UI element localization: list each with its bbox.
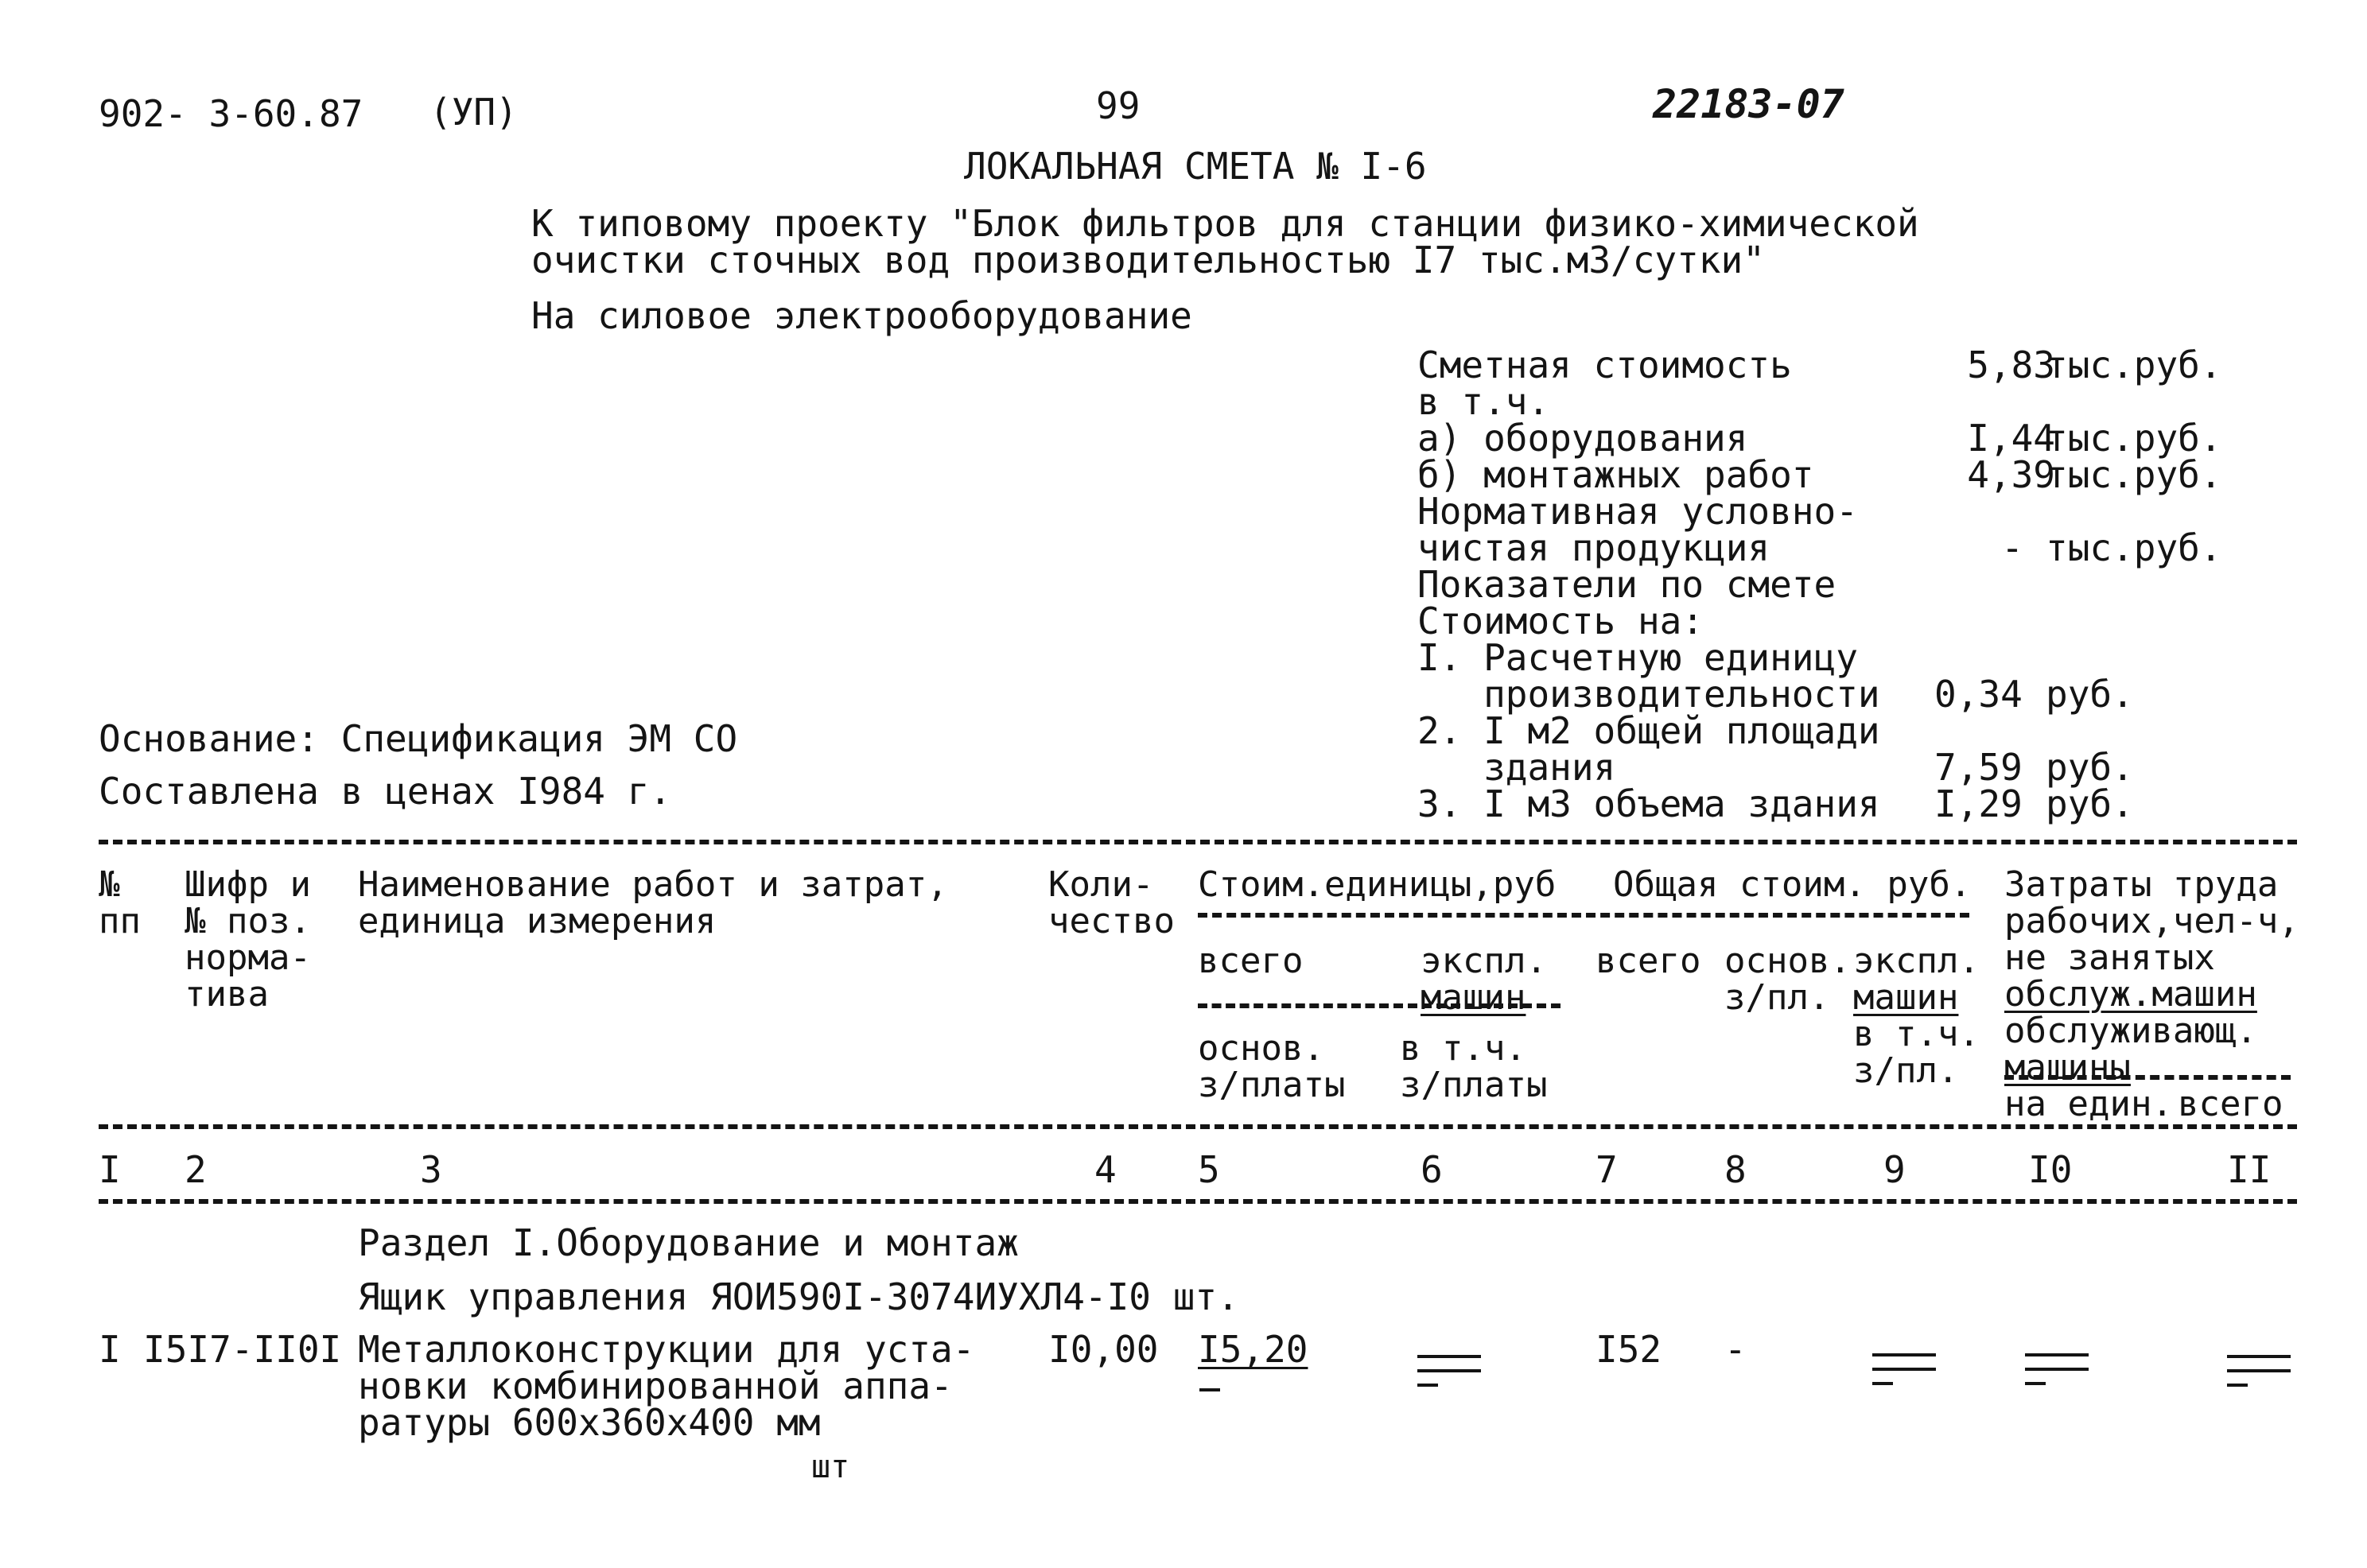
row-unit-cost-wages-dash — [1199, 1388, 1220, 1391]
summary-label: чистая продукция — [1417, 526, 1770, 569]
row-unit-cost: I5,20 — [1198, 1328, 1308, 1371]
c10-dash — [2025, 1353, 2089, 1356]
header-total-cost: Общая стоим. руб. — [1613, 864, 1972, 905]
column-number: 7 — [1595, 1148, 1618, 1191]
summary-label: в т.ч. — [1417, 380, 1550, 423]
summary-label: Показатели по смете — [1417, 563, 1836, 606]
column-number-rule — [99, 1199, 2297, 1204]
summary-label: Стоимость на: — [1417, 600, 1704, 642]
c6-dash — [1417, 1384, 1438, 1387]
header-c9-exploitation: экспл. — [1853, 941, 1980, 981]
summary-label: 3. I м3 объема здания — [1417, 782, 1880, 825]
header-c7-total: всего — [1595, 941, 1701, 981]
c9-dash — [1872, 1382, 1893, 1385]
summary-value: 5,83 — [1967, 343, 2055, 386]
c6-dash — [1417, 1355, 1481, 1358]
summary-label: Нормативная условно- — [1417, 490, 1858, 533]
row-unit: шт — [811, 1449, 850, 1485]
group-title: Ящик управления ЯОИ590I-3074ИУХЛ4-I0 шт. — [358, 1275, 1239, 1318]
column-number: 8 — [1724, 1148, 1747, 1191]
c11-dash — [2227, 1355, 2291, 1358]
row-code: I5I7-II0I — [143, 1328, 342, 1371]
subtitle-line-1: К типовому проекту "Блок фильтров для станции физико-химической — [531, 202, 1919, 245]
subject-line: На силовое электрооборудование — [531, 294, 1192, 337]
header-name: Наименование работ и затрат, единица измерения — [358, 864, 948, 941]
c9-dash — [1872, 1353, 1936, 1356]
summary-label: б) монтажных работ — [1417, 453, 1814, 496]
summary-value: - — [2001, 526, 2023, 569]
c10-dash — [2025, 1368, 2089, 1371]
summary-value: 4,39 — [1967, 453, 2055, 496]
summary-unit: тыс.руб. — [2046, 417, 2222, 460]
header-labor-total: всего — [2178, 1084, 2283, 1124]
summary-label: производительности — [1417, 673, 1880, 716]
header-labor-machine: машины — [2004, 1047, 2131, 1088]
summary-unit: тыс.руб. — [2046, 526, 2222, 569]
c9-dash — [1872, 1368, 1936, 1371]
summary-value: I,29 — [1934, 782, 2023, 825]
header-c8-main-wages: основ. з/пл. — [1724, 941, 1851, 1018]
header-code: Шифр и № поз. норма- тива — [185, 864, 311, 1015]
header-c9-machines: машин — [1853, 977, 1959, 1018]
header-sub-rule — [1198, 913, 1969, 918]
summary-label: а) оборудования — [1417, 417, 1748, 460]
unit-cost-sub-rule — [1198, 1003, 1389, 1008]
subtitle-line-2: очистки сточных вод производительностью I7 тыс.м3/сутки" — [531, 239, 1765, 281]
basis-line: Основание: Спецификация ЭМ СО — [99, 717, 738, 760]
column-number: 2 — [185, 1148, 207, 1191]
header-c6-machines: машин — [1421, 977, 1526, 1018]
column-number: 9 — [1883, 1148, 1906, 1191]
c11-dash — [2227, 1369, 2291, 1372]
column-number: II — [2227, 1148, 2272, 1191]
header-unit-cost: Стоим.единицы,руб — [1198, 864, 1557, 905]
document-title: ЛОКАЛЬНАЯ СМЕТА № I-6 — [964, 145, 1427, 188]
summary-unit: руб. — [2046, 673, 2134, 716]
c6-dash — [1417, 1369, 1481, 1372]
row-number: I — [99, 1328, 121, 1371]
summary-unit: руб. — [2046, 746, 2134, 789]
summary-label: здания — [1417, 746, 1616, 789]
column-number: 6 — [1421, 1148, 1443, 1191]
header-labor-per-unit: на един. — [2004, 1084, 2173, 1124]
summary-label: I. Расчетную единицу — [1417, 636, 1858, 679]
header-row-number: № пп — [99, 864, 141, 941]
summary-value: I,44 — [1967, 417, 2055, 460]
summary-value: 0,34 — [1934, 673, 2023, 716]
header-bottom-rule — [99, 1124, 2297, 1129]
row-quantity: I0,00 — [1048, 1328, 1159, 1371]
column-number: 5 — [1198, 1148, 1220, 1191]
header-c5-total: всего — [1198, 941, 1304, 981]
c11-dash — [2227, 1384, 2248, 1387]
table-top-rule — [99, 840, 2297, 844]
header-quantity: Коли- чество — [1048, 864, 1175, 941]
c10-dash — [2025, 1382, 2046, 1385]
summary-unit: тыс.руб. — [2046, 343, 2222, 386]
column-number: I0 — [2028, 1148, 2073, 1191]
summary-value: 7,59 — [1934, 746, 2023, 789]
summary-label: Сметная стоимость — [1417, 343, 1792, 386]
header-labor-serv2: обслуживающ. — [2004, 1011, 2257, 1051]
header-c5-wages: основ. з/платы — [1198, 1028, 1346, 1105]
summary-unit: руб. — [2046, 782, 2134, 825]
header-c6-exploitation: экспл. — [1421, 941, 1547, 981]
summary-unit: тыс.руб. — [2046, 453, 2222, 496]
summary-label: 2. I м2 общей площади — [1417, 709, 1880, 752]
archive-number: 22183-07 — [1653, 81, 1844, 127]
header-c9-wages: в т.ч. з/пл. — [1853, 1014, 1980, 1091]
section-title: Раздел I.Оборудование и монтаж — [358, 1221, 1019, 1264]
row-name: Металлоконструкции для уста- новки комбинированной аппа- ратуры 600х360х400 мм — [358, 1328, 975, 1444]
prices-line: Составлена в ценах I984 г. — [99, 770, 672, 813]
document-code: 902- 3-60.87 — [99, 92, 363, 135]
document-mark: (УП) — [429, 91, 518, 134]
page-number: 99 — [1096, 84, 1141, 127]
column-number: 4 — [1094, 1148, 1117, 1191]
column-number: I — [99, 1148, 121, 1191]
row-total-cost: I52 — [1595, 1328, 1662, 1371]
header-c6-wages: в т.ч. з/платы — [1400, 1028, 1548, 1105]
row-total-main-wages: - — [1724, 1328, 1747, 1371]
column-number: 3 — [420, 1148, 442, 1191]
header-labor: Затраты труда рабочих,чел-ч, не занятых — [2004, 864, 2299, 978]
header-labor-serv: обслуж.машин — [2004, 974, 2257, 1015]
